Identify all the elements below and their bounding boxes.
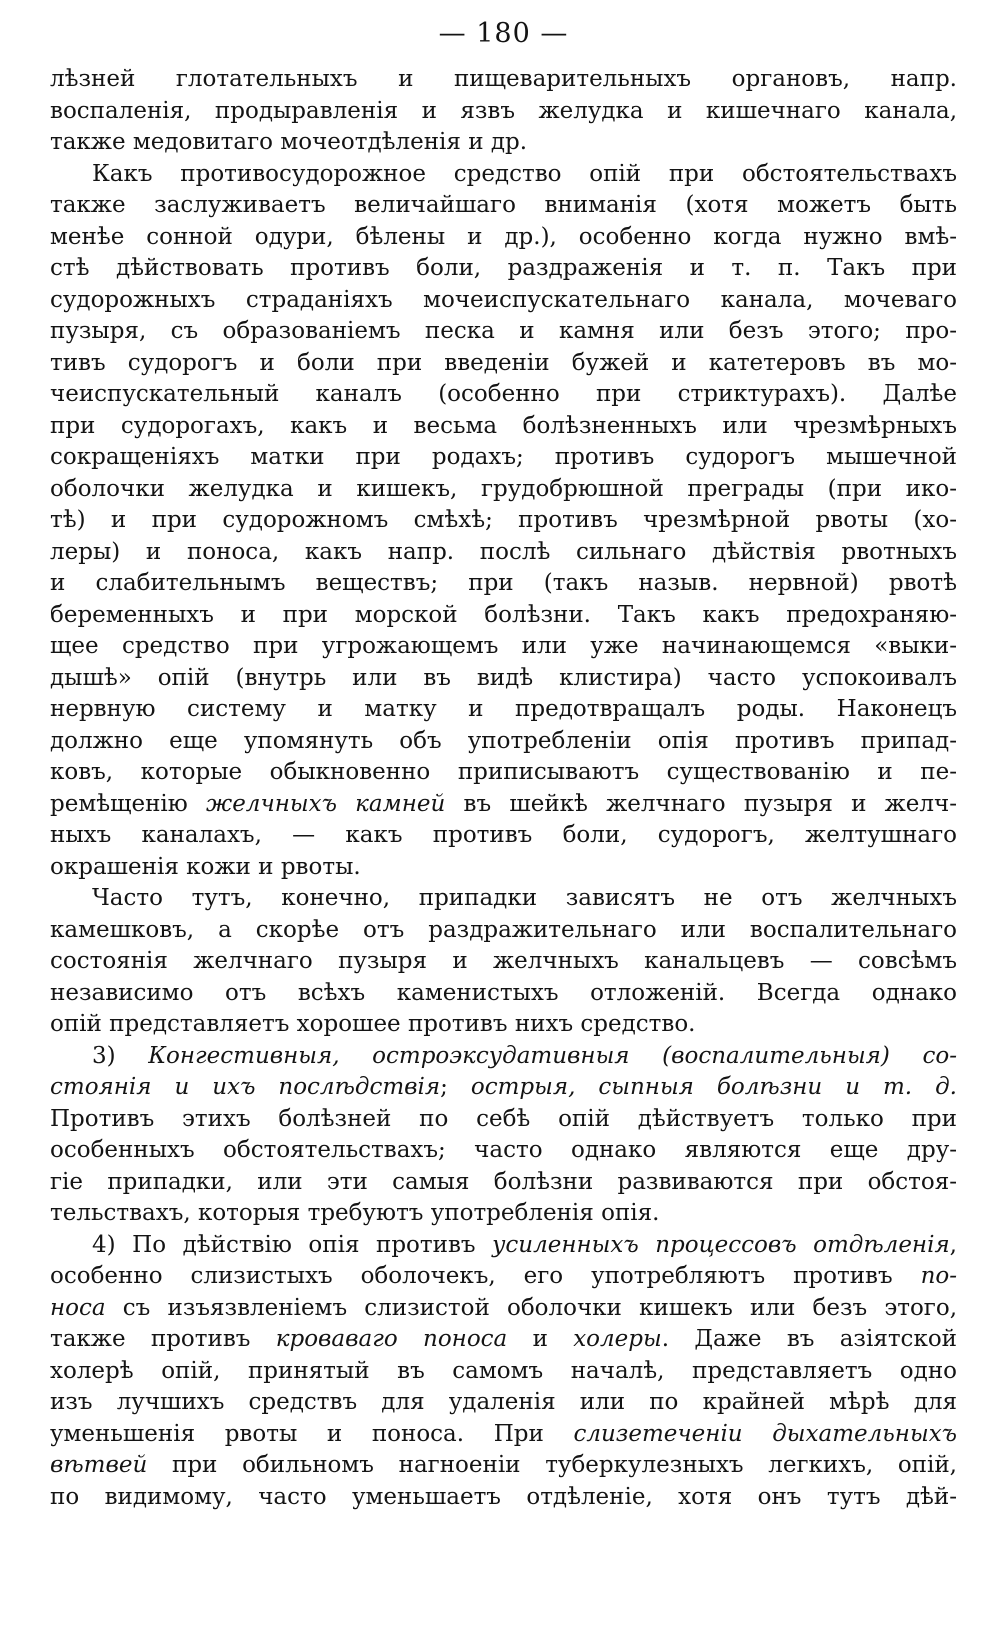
text-line [50, 1387, 957, 1419]
text-segment: сокращеніяхъ матки при родахъ; противъ судорогъ мышечной [50, 444, 957, 470]
text-segment: холерѣ опій, принятый въ самомъ началѣ, представляетъ одно [50, 1357, 957, 1384]
text-segment: также заслуживаетъ величайшаго вниманія (хотя можетъ быть [50, 192, 957, 218]
text-segment: ныхъ каналахъ, — какъ противъ боли, судорогъ, желтушнаго [50, 822, 957, 848]
text-line [50, 757, 957, 789]
text-line [50, 694, 957, 726]
italic-text: Конгестивныя, остроэксудативныя (воспалительныя) со- [148, 1042, 957, 1069]
text-line [50, 96, 957, 128]
text-segment: должно еще упомянуть объ употребленіи опія противъ припад- [50, 727, 957, 754]
italic-text: по- [920, 1263, 957, 1289]
text-line [50, 316, 957, 348]
text-segment: 4) По дѣйствію опія противъ [92, 1231, 493, 1258]
text-line [50, 1135, 957, 1167]
text-segment: состоянія желчнаго пузыря и желчныхъ канальцевъ — совсѣмъ [50, 948, 957, 974]
text-segment: камешковъ, а скорѣе отъ раздражительнаго или воспалительнаго [50, 916, 957, 943]
text-line [50, 379, 957, 411]
text-line [50, 1009, 957, 1041]
text-line [50, 474, 957, 506]
text-segment: лѣзней глотательныхъ и пищеварительныхъ органовъ, напр. [50, 66, 957, 92]
text-segment: Часто тутъ, конечно, припадки зависятъ не отъ желчныхъ [92, 885, 957, 911]
text-line [50, 285, 957, 317]
text-segment: 3) [92, 1042, 149, 1069]
text-segment: ; [440, 1074, 471, 1100]
text-line [50, 190, 957, 222]
text-segment: Противъ этихъ болѣзней по себѣ опій дѣйствуетъ только при [50, 1105, 957, 1132]
text-segment: дышѣ» опій (внутрь или въ видѣ клистира) часто успокоивалъ [50, 664, 957, 691]
page-number: — 180 — [438, 18, 569, 49]
italic-text: усиленныхъ процессовъ отдѣленія [492, 1231, 950, 1258]
text-line [50, 789, 957, 821]
text-segment: нервную систему и матку и предотвращалъ роды. Наконецъ [50, 696, 957, 722]
text-segment: Какъ противосудорожное средство опій при обстоятельствахъ [92, 160, 957, 187]
text-segment: щее средство при угрожающемъ или уже начинающемся «выки- [50, 633, 957, 659]
text-line [50, 505, 957, 537]
text-segment: также противъ [50, 1326, 276, 1352]
italic-text: желчныхъ камней [206, 790, 446, 817]
text-segment: съ изъязвленіемъ слизистой оболочки кишекъ или безъ этого, [105, 1294, 957, 1321]
text-segment: воспаленія, продыравленія и язвъ желудка и кишечнаго канала, [50, 97, 957, 124]
text-line [50, 64, 957, 96]
text-segment: также медовитаго мочеотдѣленія и др. [50, 129, 528, 155]
text-segment: особенныхъ обстоятельствахъ; часто однако являются еще дру- [50, 1137, 957, 1163]
italic-text: острыя, сыпныя болѣзни и т. д. [470, 1074, 957, 1100]
text-segment: независимо отъ всѣхъ каменистыхъ отложеній. Всегда однако [50, 979, 957, 1006]
text-line [50, 1167, 957, 1199]
text-line [50, 978, 957, 1010]
text-line [50, 1072, 957, 1104]
italic-text: кроваваго поноса [275, 1326, 508, 1352]
text-segment: опій представляетъ хорошее противъ нихъ средство. [50, 1011, 696, 1037]
text-line [50, 1324, 957, 1356]
text-line [50, 1293, 957, 1325]
text-segment: тѣ) и при судорожномъ смѣхѣ; противъ чрезмѣрной рвоты (хо- [50, 507, 957, 533]
text-line [50, 852, 957, 884]
italic-text: холеры [573, 1326, 662, 1352]
italic-text: носа [50, 1294, 106, 1321]
text-segment: чеиспускательный каналъ (особенно при стриктурахъ). Далѣе [50, 381, 957, 407]
text-segment: леры) и поноса, какъ напр. послѣ сильнаго дѣйствія рвотныхъ [50, 538, 957, 565]
text-line [50, 1198, 957, 1230]
italic-text: стоянія и ихъ послѣдствія [50, 1074, 441, 1100]
text-segment: уменьшенія рвоты и поноса. При [50, 1420, 574, 1447]
text-line [50, 1261, 957, 1293]
italic-text: слизетеченіи дыхательныхъ [573, 1420, 957, 1447]
text-segment: пузыря, съ образованіемъ песка и камня или безъ этого; про- [50, 318, 957, 344]
text-segment: стѣ дѣйствовать противъ боли, раздраженія и т. п. Такъ при [50, 255, 957, 281]
text-segment: , [949, 1231, 957, 1258]
text-line [50, 411, 957, 443]
text-segment: при обильномъ нагноеніи туберкулезныхъ легкихъ, опій, [147, 1452, 957, 1478]
text-segment: судорожныхъ страданіяхъ мочеиспускательнаго канала, мочеваго [50, 286, 957, 313]
text-segment: и слабительнымъ веществъ; при (такъ назыв. нервной) рвотѣ [50, 570, 957, 596]
text-segment: по видимому, часто уменьшаетъ отдѣленіе, хотя онъ тутъ дѣй- [50, 1483, 957, 1510]
text-segment: тельствахъ, которыя требуютъ употребленія опія. [50, 1200, 660, 1226]
italic-text: вѣтвей [50, 1452, 148, 1478]
text-line [50, 726, 957, 758]
text-line [50, 348, 957, 380]
text-line [50, 946, 957, 978]
text-line [50, 222, 957, 254]
text-line [50, 1104, 957, 1136]
text-segment: менѣе сонной одури, бѣлены и др.), особенно когда нужно вмѣ- [50, 223, 957, 250]
body-text [50, 64, 957, 1513]
text-line [50, 253, 957, 285]
text-line [50, 1419, 957, 1451]
text-line [50, 1356, 957, 1388]
text-line [50, 820, 957, 852]
text-line [50, 600, 957, 632]
text-line [50, 537, 957, 569]
text-segment: беременныхъ и при морской болѣзни. Такъ какъ предохраняю- [50, 601, 957, 628]
text-segment: ремѣщенію [50, 790, 207, 817]
text-line [50, 663, 957, 695]
text-segment: оболочки желудка и кишекъ, грудобрюшной преграды (при ико- [50, 475, 957, 502]
text-line [50, 127, 957, 159]
text-segment: изъ лучшихъ средствъ для удаленія или по крайней мѣрѣ для [50, 1389, 957, 1415]
text-segment: особенно слизистыхъ оболочекъ, его употребляютъ противъ [50, 1263, 921, 1289]
text-line [50, 442, 957, 474]
text-line [50, 883, 957, 915]
text-line [50, 1041, 957, 1073]
text-line [50, 631, 957, 663]
text-segment: гіе припадки, или эти самыя болѣзни развиваются при обстоя- [50, 1168, 957, 1195]
text-line [50, 915, 957, 947]
text-segment: . Даже въ азіятской [661, 1326, 957, 1352]
text-line [50, 568, 957, 600]
text-line [50, 1230, 957, 1262]
text-line [50, 1450, 957, 1482]
text-segment: тивъ судорогъ и боли при введеніи бужей и катетеровъ въ мо- [50, 349, 957, 376]
text-segment: ковъ, которые обыкновенно приписываютъ существованію и пе- [50, 759, 957, 785]
text-line [50, 1482, 957, 1514]
text-segment: окрашенія кожи и рвоты. [50, 853, 361, 880]
text-segment: и [507, 1326, 574, 1352]
text-line [50, 159, 957, 191]
text-segment: при судорогахъ, какъ и весьма болѣзненныхъ или чрезмѣрныхъ [50, 412, 957, 439]
text-segment: въ шейкѣ желчнаго пузыря и желч- [445, 790, 957, 817]
